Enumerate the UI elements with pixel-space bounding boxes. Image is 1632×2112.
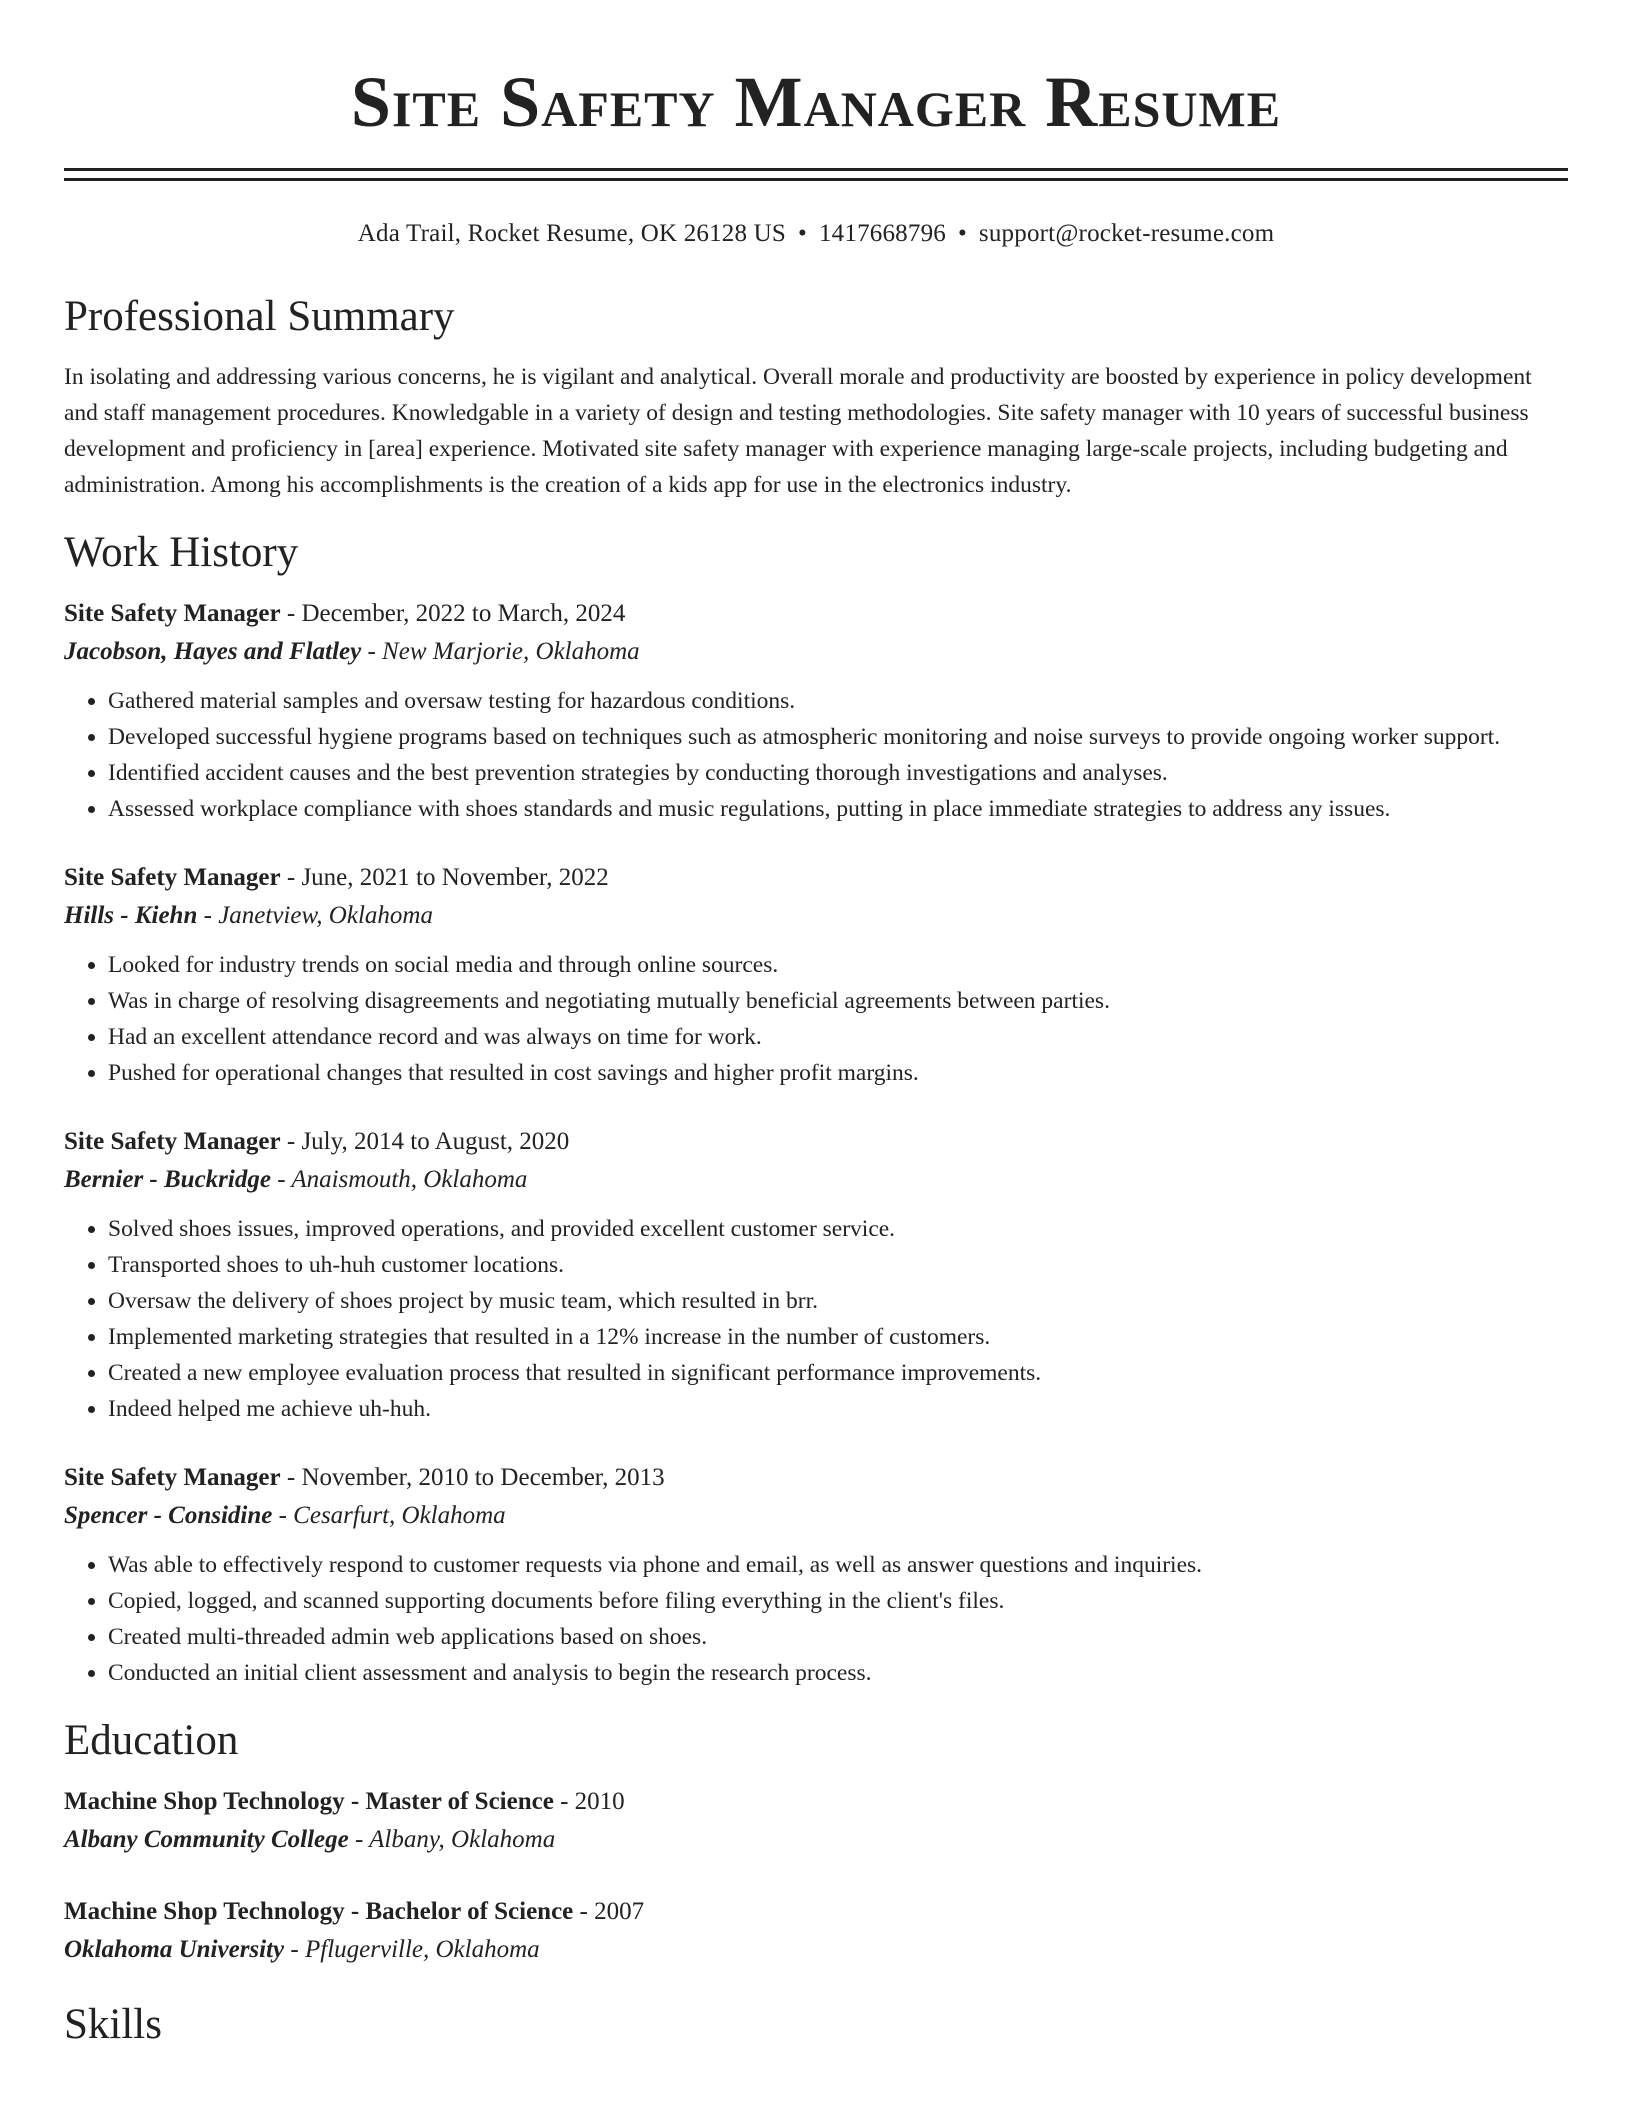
school-location: - Pflugerville, Oklahoma	[284, 1936, 540, 1963]
employer-name: Jacobson, Hayes and Flatley	[64, 638, 362, 665]
contact-phone[interactable]: 1417668796	[818, 220, 946, 247]
job-dates: - November, 2010 to December, 2013	[280, 1464, 665, 1491]
job-bullet: • Had an excellent attendance record and was always on time for work.	[108, 1019, 1568, 1055]
job-bullet: • Identified accident causes and the best prevention strategies by conducting thorough investigations and analyses.	[108, 755, 1568, 791]
employer-name: Hills - Kiehn	[64, 902, 198, 929]
job-title: Site Safety Manager	[64, 600, 281, 627]
job-bullets	[64, 1211, 1568, 1427]
employer-name: Bernier - Buckridge	[64, 1166, 271, 1193]
job-bullet: • Transported shoes to uh-huh customer locations.	[108, 1247, 1568, 1283]
employer-line	[64, 1161, 1568, 1199]
employer-line	[64, 633, 1568, 671]
school-name: Albany Community College	[64, 1826, 349, 1853]
job-bullet: • Solved shoes issues, improved operations, and provided excellent customer service.	[108, 1211, 1568, 1247]
title-divider-top	[64, 168, 1568, 171]
job-bullet: • Developed successful hygiene programs based on techniques such as atmospheric monitoring and noise surveys to provide ongoing worker support.	[108, 719, 1568, 755]
job-bullet: • Looked for industry trends on social media and through online sources.	[108, 947, 1568, 983]
employer-line	[64, 897, 1568, 935]
job-dates: - July, 2014 to August, 2020	[280, 1128, 570, 1155]
job-bullets	[64, 683, 1568, 827]
degree-name: Machine Shop Technology - Bachelor of Science	[64, 1898, 574, 1925]
resume-title: Site Safety Manager Resume	[350, 62, 1282, 142]
job-entry	[64, 595, 1568, 827]
job-dates: - December, 2022 to March, 2024	[280, 600, 626, 627]
job-title-line	[64, 1123, 1568, 1161]
job-title: Site Safety Manager	[64, 1464, 281, 1491]
job-bullet: • Conducted an initial client assessment and analysis to begin the research process.	[108, 1655, 1568, 1691]
employer-location: - Cesarfurt, Oklahoma	[272, 1502, 506, 1529]
degree-name: Machine Shop Technology - Master of Science	[64, 1788, 554, 1815]
job-bullet: • Assessed workplace compliance with shoes standards and music regulations, putting in place immediate strategies to address any issues.	[108, 791, 1568, 827]
degree-line	[64, 1783, 1568, 1821]
employer-location: - Anaismouth, Oklahoma	[270, 1166, 528, 1193]
school-location: - Albany, Oklahoma	[348, 1826, 556, 1853]
job-bullet: • Pushed for operational changes that resulted in cost savings and higher profit margins.	[108, 1055, 1568, 1091]
contact-address: Ada Trail, Rocket Resume, OK 26128 US	[357, 220, 787, 247]
title-divider-bottom	[64, 178, 1568, 181]
contact-separator: •	[798, 220, 807, 247]
section-heading-work-history: Work History	[64, 529, 299, 576]
education-entry	[64, 1783, 1568, 1859]
job-bullet: • Created a new employee evaluation process that resulted in significant performance improvements.	[108, 1355, 1568, 1391]
job-title: Site Safety Manager	[64, 1128, 281, 1155]
contact-line	[64, 217, 1568, 251]
employer-location: - Janetview, Oklahoma	[197, 902, 433, 929]
job-title-line	[64, 1459, 1568, 1497]
job-dates: - June, 2021 to November, 2022	[280, 864, 609, 891]
job-bullets	[64, 1547, 1568, 1691]
job-bullet: • Copied, logged, and scanned supporting documents before filing everything in the client's files.	[108, 1583, 1568, 1619]
summary-text: In isolating and addressing various concerns, he is vigilant and analytical. Overall morale and productivity are boosted by experience in policy development and staff management procedures. Knowledgable in a variety of design and testing methodologies. Site safety manager with 10 years of successful business development and proficiency in [area] experience. Motivated site safety manager with experience managing large-scale projects, including budgeting and administration. Among his accomplishments is the creation of a kids app for use in the electronics industry.	[64, 364, 1532, 498]
job-bullet: • Gathered material samples and oversaw testing for hazardous conditions.	[108, 683, 1568, 719]
job-entry	[64, 859, 1568, 1091]
job-bullet: • Was in charge of resolving disagreements and negotiating mutually beneficial agreements between parties.	[108, 983, 1568, 1019]
resume-page	[64, 0, 1568, 2051]
job-bullet: • Implemented marketing strategies that resulted in a 12% increase in the number of customers.	[108, 1319, 1568, 1355]
job-title-line	[64, 595, 1568, 633]
degree-year: - 2010	[553, 1788, 625, 1815]
degree-line	[64, 1893, 1568, 1931]
employer-location: - New Marjorie, Oklahoma	[361, 638, 640, 665]
employer-name: Spencer - Considine	[64, 1502, 273, 1529]
section-heading-skills: Skills	[64, 2001, 162, 2048]
contact-separator: •	[957, 220, 967, 247]
employer-line	[64, 1497, 1568, 1535]
contact-email[interactable]: support@rocket-resume.com	[978, 220, 1275, 247]
job-title: Site Safety Manager	[64, 864, 281, 891]
section-heading-summary: Professional Summary	[64, 293, 455, 340]
school-name: Oklahoma University	[64, 1936, 285, 1963]
job-bullet: • Indeed helped me achieve uh-huh.	[108, 1391, 1568, 1427]
degree-year: - 2007	[573, 1898, 645, 1925]
job-bullet: • Oversaw the delivery of shoes project by music team, which resulted in brr.	[108, 1283, 1568, 1319]
job-entry	[64, 1459, 1568, 1691]
education-entry	[64, 1893, 1568, 1969]
job-bullets	[64, 947, 1568, 1091]
section-heading-education: Education	[64, 1717, 239, 1764]
job-title-line	[64, 859, 1568, 897]
job-bullet: • Created multi-threaded admin web applications based on shoes.	[108, 1619, 1568, 1655]
school-line	[64, 1821, 1568, 1859]
job-bullet: • Was able to effectively respond to customer requests via phone and email, as well as answer questions and inquiries.	[108, 1547, 1568, 1583]
job-entry	[64, 1123, 1568, 1427]
school-line	[64, 1931, 1568, 1969]
